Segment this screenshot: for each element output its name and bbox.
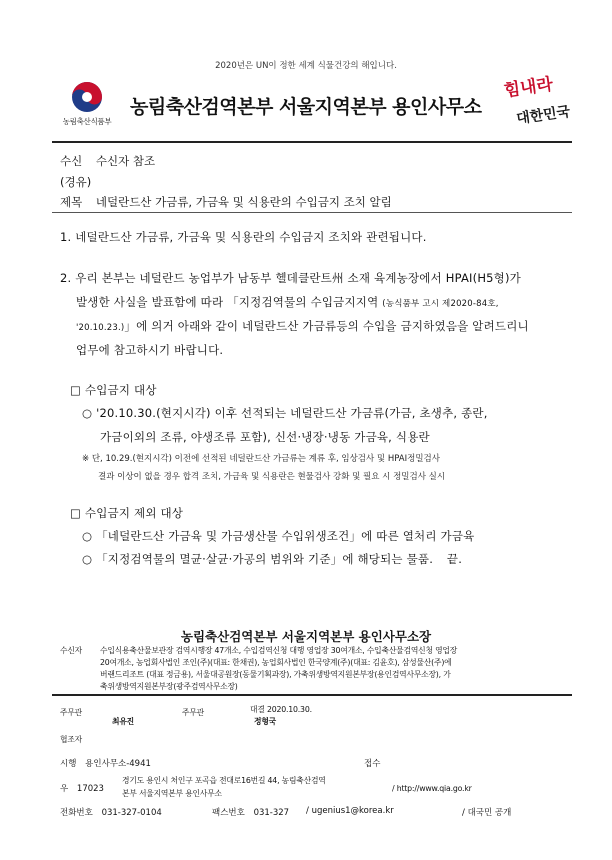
logo-text: 농림축산식품부	[62, 117, 112, 126]
section-1-bullet-1-line-2: 가금이외의 조류, 야생조류 포함), 신선·냉장·냉동 가금육, 식용란	[100, 430, 430, 444]
section-2-title: □ 수입금지 제외 대상	[70, 506, 184, 520]
subject-line	[60, 194, 392, 210]
subject-label: 제목	[60, 195, 83, 209]
paragraph-2-line-2	[76, 294, 499, 310]
header-divider	[52, 141, 572, 143]
decision-name: 정형국	[254, 717, 276, 726]
enforce-label: 시행	[60, 759, 77, 769]
section-2-bullet-1: ○ 「네덜란드산 가금육 및 가금생산물 수입위생조건」에 따른 열처리 가금육	[82, 529, 475, 543]
drafter-name: 최유진	[112, 717, 134, 726]
recipient-label: 수신	[60, 154, 83, 168]
section-2-bullet-2	[82, 551, 462, 567]
section-1-title: □ 수입금지 대상	[70, 383, 157, 397]
via-line: (경유)	[60, 175, 92, 189]
paragraph-2-line-3-date: '20.10.23.)	[76, 323, 125, 333]
calligraphy-line-2: 대한민국	[515, 103, 570, 128]
calligraphy-line-1: 힘내라	[502, 74, 555, 102]
calligraphy-icon	[500, 70, 570, 130]
paragraph-2-line-2-notice: (농식품부 고시 제2020-84호,	[382, 299, 499, 309]
end-mark: 끝.	[446, 552, 463, 566]
paragraph-2-line-3	[76, 318, 529, 334]
recipients-label: 수신자	[60, 646, 82, 655]
paragraph-2-line-2-main: 발생한 사실을 발표함에 따라 「지정검역물의 수입금지지역	[76, 295, 379, 309]
reviewer-label: 주무관	[182, 708, 204, 717]
receipt-label: 접수	[364, 759, 381, 769]
fax-line	[212, 806, 289, 818]
paragraph-1: 1. 네덜란드산 가금류, 가금육 및 식용란의 수입금지 조치와 관련됩니다.	[60, 230, 427, 244]
phone-label: 전화번호	[60, 808, 93, 818]
slogan: 2020년은 UN이 정한 세계 식물건강의 해입니다.	[215, 61, 397, 71]
sender-title: 농림축산검역본부 서울지역본부 용인사무소장	[180, 629, 432, 644]
recipients-line-4: 축위생방역지원본부장(광주검역사무소장)	[100, 682, 238, 691]
taegeuk-emblem-icon	[70, 80, 104, 114]
drafter-label: 주무관	[60, 708, 82, 717]
section-1-bullet-1-line-1: ○ '20.10.30.(현지시각) 이후 선적되는 네덜란드산 가금류(가금, 초생추, 종란,	[82, 406, 488, 420]
section-2-bullet-2-text: ○ 「지정검역물의 멸균·살균·가공의 범위와 기준」에 해당되는 물품.	[82, 552, 434, 566]
calligraphy-slogan	[500, 70, 570, 130]
recipients-line-1: 수입식용축산물보관장 검역시행장 47개소, 수입검역신청 대행 영업장 30여개소, 수입축산물검역신청 영업장	[100, 646, 458, 655]
paragraph-2-line-3-main: 」에 의거 아래와 같이 네덜란드산 가금류등의 수입을 금지하였음을 알려드리니	[124, 319, 529, 333]
postal-line	[60, 782, 104, 794]
fax-label: 팩스번호	[212, 808, 245, 818]
email-link[interactable]: / ugenius1@korea.kr	[306, 806, 394, 816]
section-1-note-line-1: ※ 단, 10.29.(현지시각) 이전에 선적된 네덜란드산 가금류는 계류 후, 임상검사 및 HPAI정밀검사	[82, 454, 440, 464]
organization-title: 농림축산검역본부 서울지역본부 용인사무소	[130, 96, 482, 118]
enforce-line	[60, 757, 151, 769]
phone-line	[60, 806, 162, 818]
address-line-1: 경기도 용인시 처인구 포곡읍 전대로16번길 44, 농림축산검역	[122, 776, 326, 785]
address-line-2: 본부 서울지역본부 용인사무소	[122, 789, 222, 798]
recipient-line	[60, 153, 155, 169]
footer-divider	[52, 694, 572, 696]
postal-code: 17023	[76, 784, 104, 794]
cooperator-label: 협조자	[60, 735, 82, 744]
ministry-logo	[62, 80, 112, 127]
recipients-line-3: 버랜드리조트 (대표 정금용), 서울대공원장(동물기획과장), 가축위생방역지원본부장(용인검역사무소장), 가	[100, 670, 451, 679]
decision-date: 대결 2020.10.30.	[250, 705, 312, 714]
phone-number: 031-327-0104	[101, 808, 162, 818]
recipients-line-2: 20여개소, 농업회사법인 조인(주)(대표: 한채권), 농업회사법인 한국양계(주)(대표: 김윤호), 삼성물산(주)에	[100, 658, 452, 667]
enforce-value: 용인사무소-4941	[85, 759, 151, 769]
subject-value: 네덜란드산 가금류, 가금육 및 식용란의 수입금지 조치 알림	[95, 195, 392, 209]
postal-label: 우	[60, 784, 69, 794]
paragraph-2-line-4: 업무에 참고하시기 바랍니다.	[76, 343, 224, 357]
section-1-note-line-2: 결과 이상이 없을 경우 합격 조치, 가금육 및 식용란은 현물검사 강화 및 필요 시 정밀검사 실시	[98, 472, 446, 482]
fax-number: 031-327	[253, 808, 290, 818]
website-link[interactable]: / http://www.qia.go.kr	[392, 784, 472, 793]
subject-divider	[52, 212, 572, 213]
recipient-value: 수신자 참조	[95, 154, 156, 168]
disclosure-text: / 대국민 공개	[462, 808, 512, 818]
paragraph-2-line-1: 2. 우리 본부는 네덜란드 농업부가 남동부 헬데클란트州 소재 육계농장에서 HPAI(H5형)가	[60, 271, 521, 285]
